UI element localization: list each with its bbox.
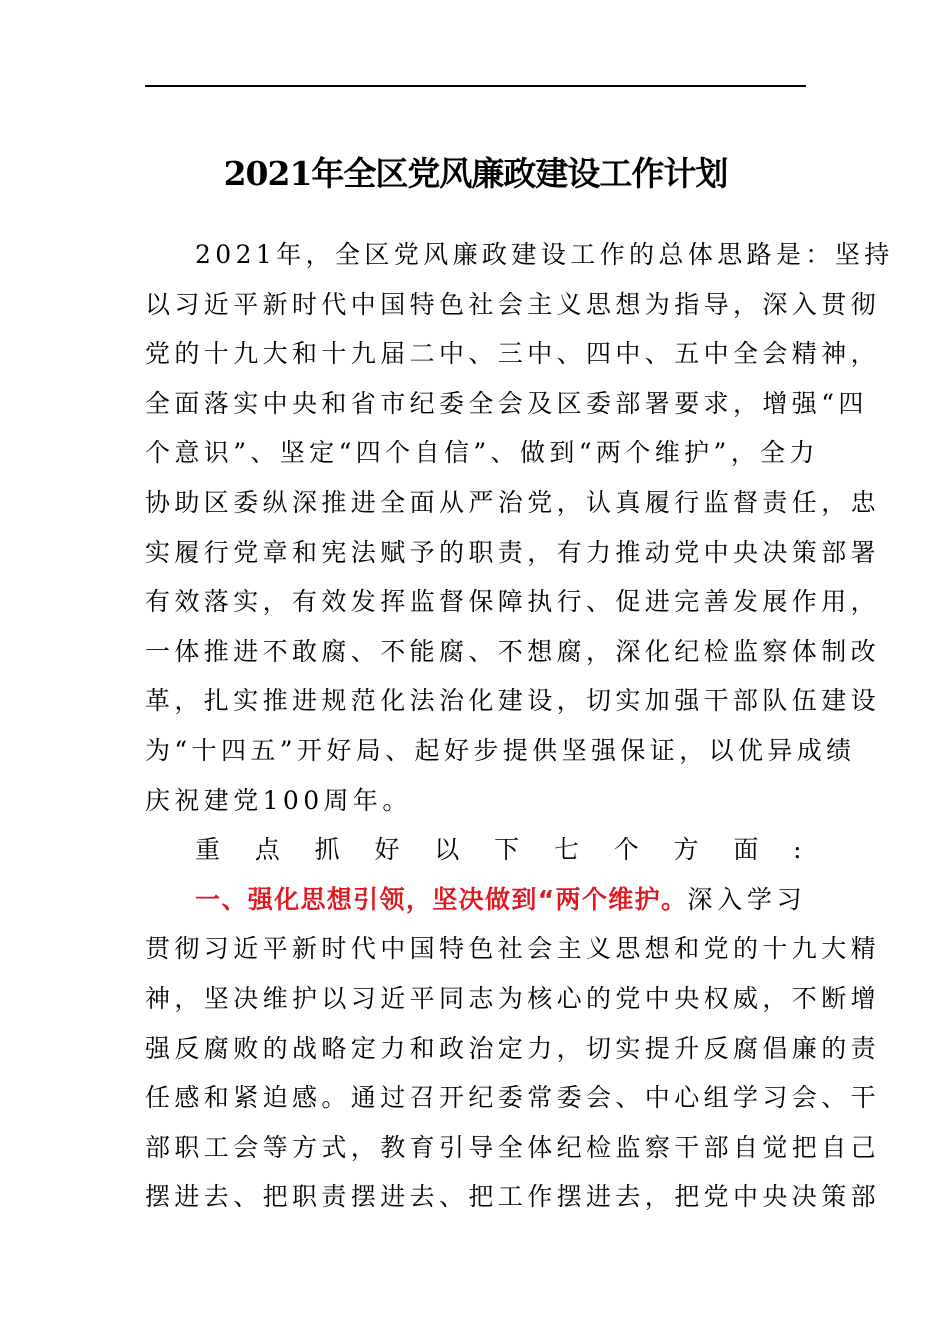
- text-line: 贯彻习近平新时代中国特色社会主义思想和党的十九大精: [145, 934, 881, 964]
- document-title: 2021年全区党风廉政建设工作计划: [223, 154, 728, 193]
- paragraph-overview: [145, 230, 894, 825]
- text-line: 全面落实中央和省市纪委全会及区委部署要求，增强“四: [145, 388, 868, 418]
- text-line: 有效落实，有效发挥监督保障执行、促进完善发展作用，: [145, 587, 881, 617]
- paragraph-focus-intro: [145, 825, 806, 875]
- text-line: 摆进去、把职责摆进去、把工作摆进去，把党中央决策部: [145, 1182, 881, 1212]
- paragraph-section-one: [145, 875, 881, 1222]
- text-line: 革，扎实推进规范化法治化建设，切实加强干部队伍建设: [145, 686, 881, 716]
- text-line: 任感和紧迫感。通过召开纪委常委会、中心组学习会、干: [145, 1083, 881, 1113]
- text-line: 一体推进不敢腐、不能腐、不想腐，深化纪检监察体制改: [145, 636, 881, 666]
- header-rule: [145, 85, 806, 87]
- text-line: 强反腐败的战略定力和政治定力，切实提升反腐倡廉的责: [145, 1033, 881, 1063]
- section-heading: 一、强化思想引领，坚决做到“两个维护。: [195, 884, 688, 914]
- text-line: 神，坚决维护以习近平同志为核心的党中央权威，不断增: [145, 983, 881, 1013]
- text-line: 重点抓好以下七个方面:: [195, 835, 806, 865]
- text-line: 2021年，全区党风廉政建设工作的总体思路是：坚持: [195, 240, 894, 269]
- document-body: [145, 230, 894, 1222]
- text-line: 为“十四五”开好局、起好步提供坚强保证，以优异成绩: [145, 735, 856, 765]
- heading-line-rest: 深入学习: [687, 884, 806, 914]
- text-line: 部职工会等方式，教育引导全体纪检监察干部自觉把自己: [145, 1132, 881, 1162]
- text-line: 实履行党章和宪法赋予的职责，有力推动党中央决策部署: [145, 537, 881, 567]
- text-line: [145, 875, 806, 925]
- text-line: 以习近平新时代中国特色社会主义思想为指导，深入贯彻: [145, 289, 881, 319]
- text-line: 个意识”、坚定“四个自信”、做到“两个维护”，全力: [145, 438, 819, 468]
- text-line: 庆祝建党100周年。: [145, 785, 412, 815]
- text-line: 协助区委纵深推进全面从严治党，认真履行监督责任，忠: [145, 487, 881, 517]
- text-line: 党的十九大和十九届二中、三中、四中、五中全会精神，: [145, 339, 881, 369]
